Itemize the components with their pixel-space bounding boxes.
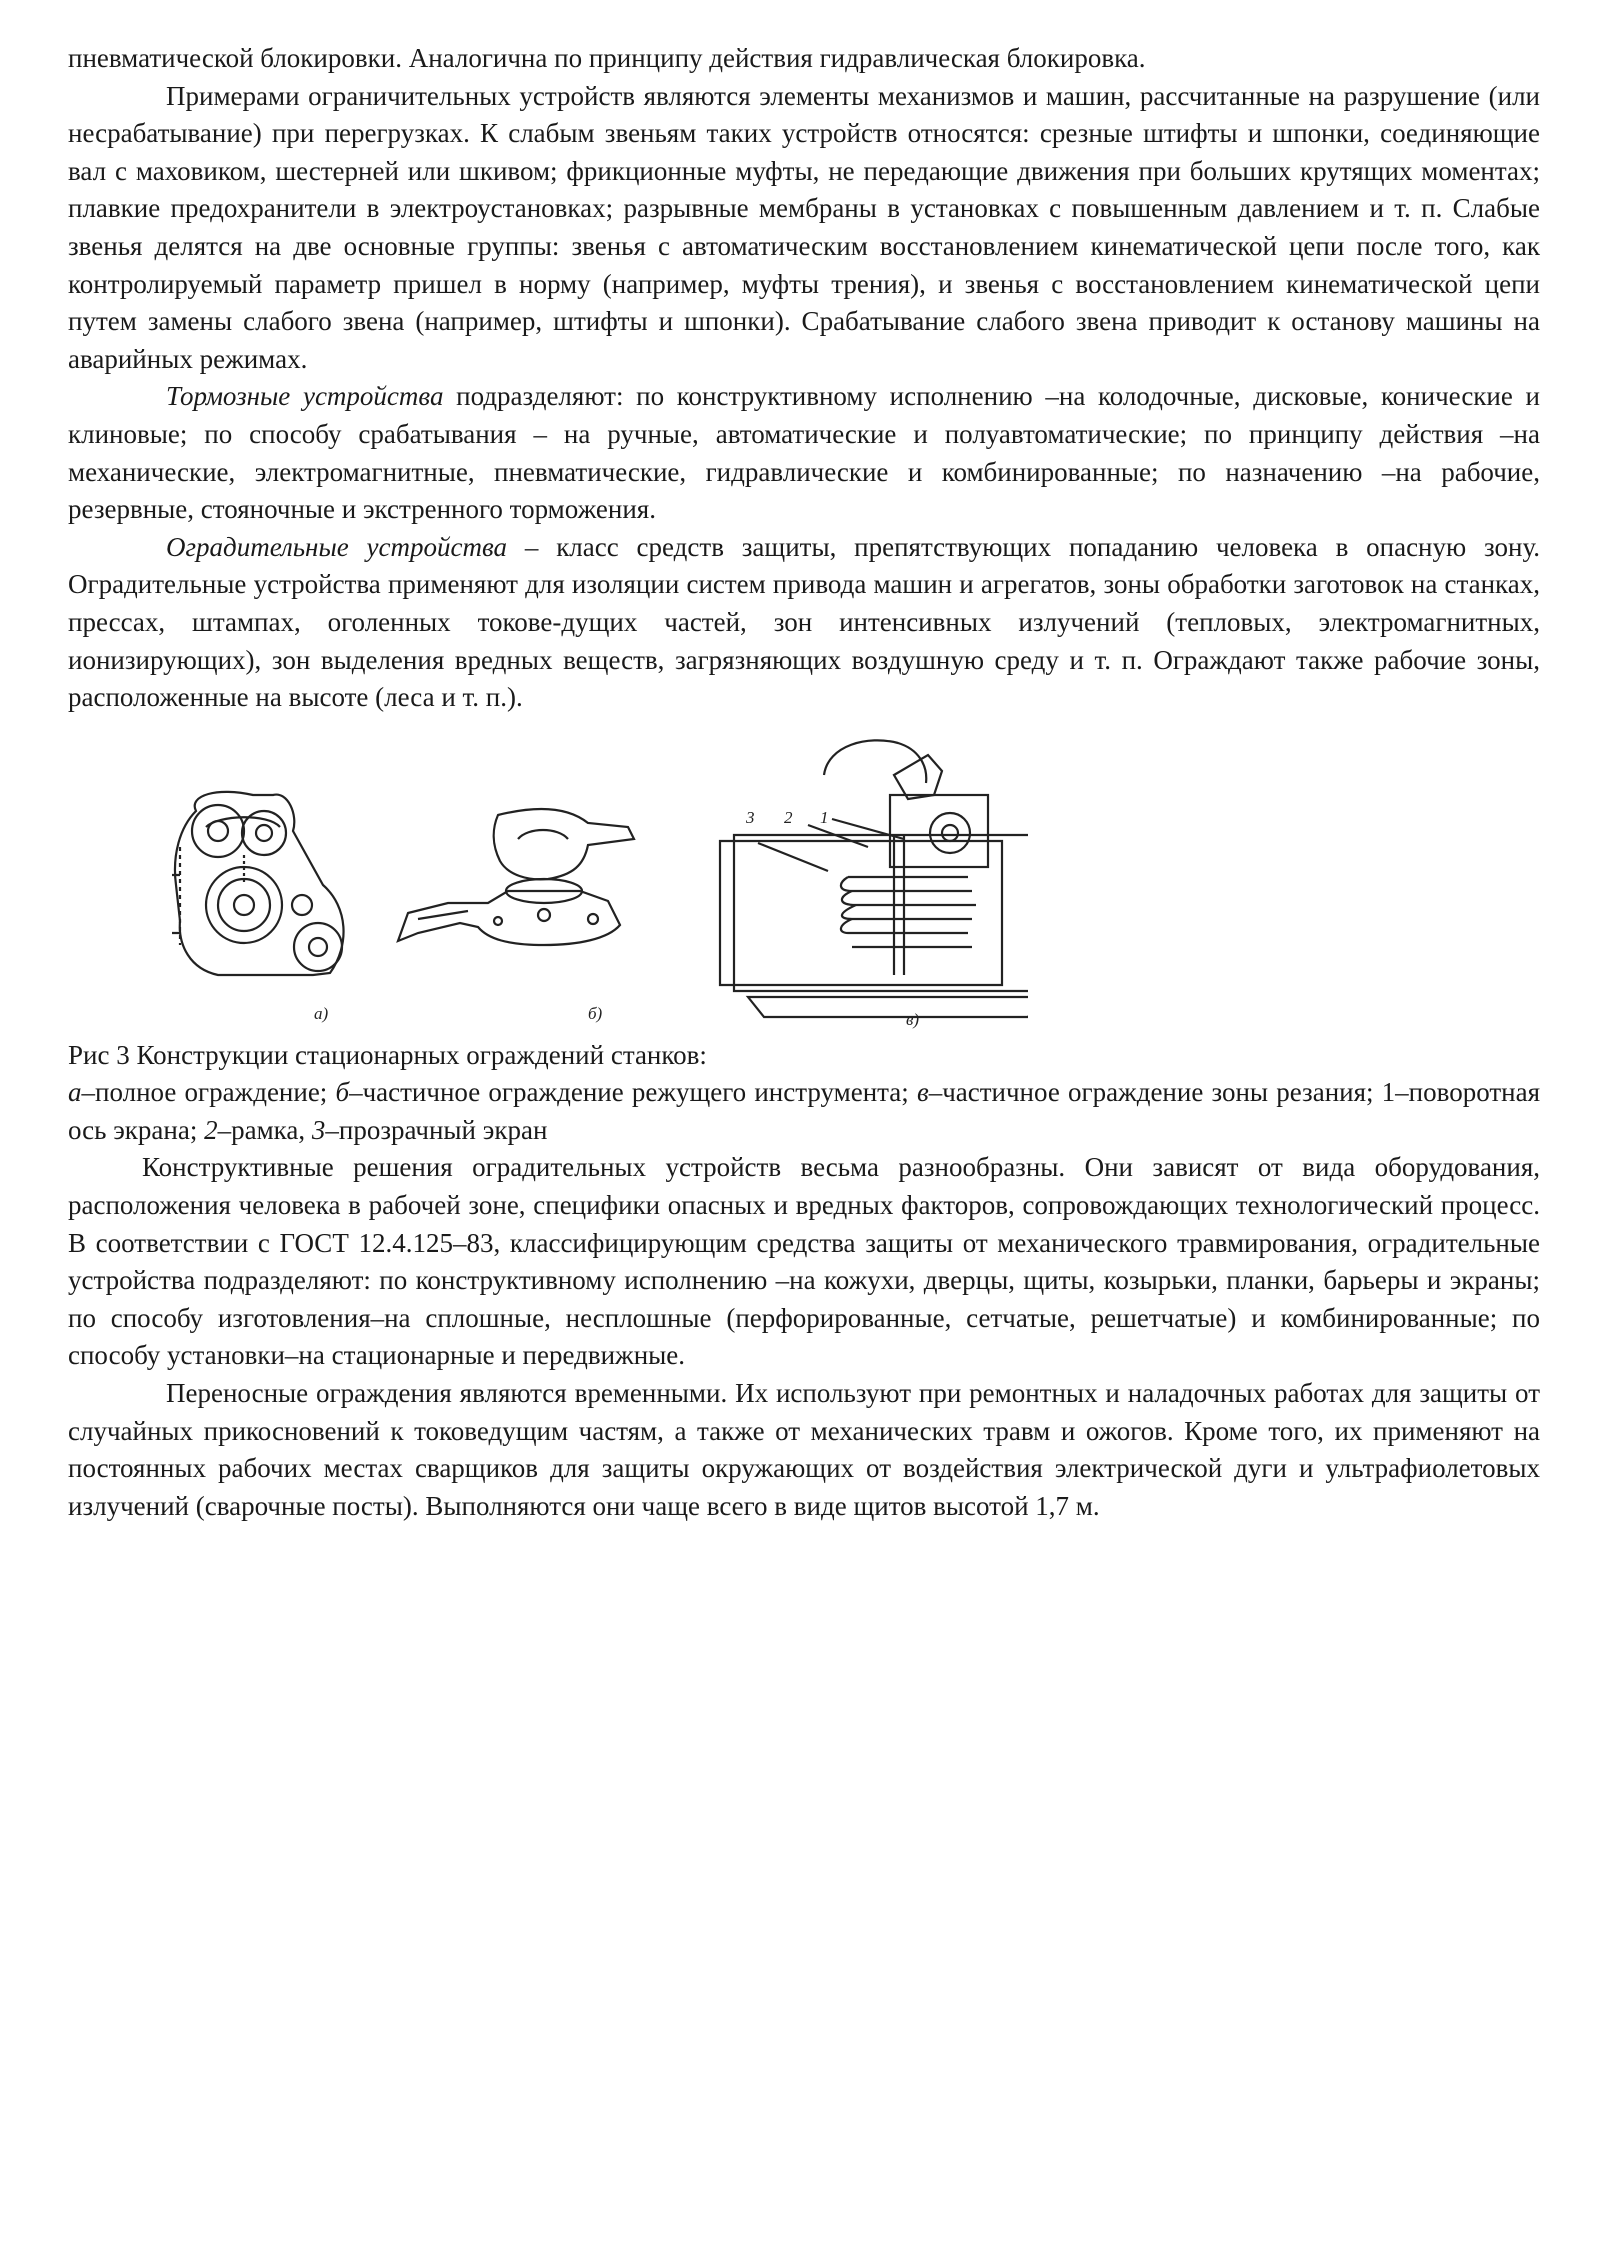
figure-label-a: а) <box>314 1003 329 1023</box>
paragraph-portable-guards: Переносные ограждения являются временными. Их используют при ремонтных и наладочных работах для защиты от случайных прикосновений к токоведущим частям, а также от механических травм и ожогов. Кроме того, их применяют на постоянных рабочих местах сварщиков для защиты окружающих от воздействия электрической дуги и ультрафиолетовых излучений (сварочные посты). Выполняются они чаще всего в виде щитов высотой 1,7 м. <box>68 1378 1540 1521</box>
paragraph-brake-devices <box>68 378 1540 528</box>
caption-text-2: –рамка, <box>217 1114 312 1145</box>
figure-caption-title: Рис 3 Конструкции стационарных ограждений станков: <box>68 1039 707 1070</box>
caption-number-2: 2 <box>204 1114 218 1145</box>
figure-label-b: б) <box>588 1003 603 1023</box>
caption-letter-a: а <box>68 1077 82 1108</box>
figure-callout-2: 2 <box>784 807 793 827</box>
term-brake-devices: Тормозные устройства <box>166 381 444 412</box>
caption-text-a: –полное ограждение; <box>81 1077 336 1108</box>
caption-number-3: 3 <box>311 1114 326 1145</box>
paragraph-brake-body: подразделяют: по конструктивному исполнению –на колодочные, дисковые, конические и клиновые; по способу срабатывания – на ручные, автоматические и полуавтоматические; по принципу действия –на механические, электромагнитные, пневматические, гидравлические и комбинированные; по назначению –на рабочие, резервные, стояночные и экстренного торможения. <box>68 381 1540 525</box>
paragraph-guard-body: – класс средств защиты, препятствующих попаданию человека в опасную зону. Оградительные устройства применяют для изоляции систем привода машин и агрегатов, зоны обработки заготовок на станках, прессах, штампах, оголенных токове-дущих частей, зон интенсивных излучений (тепловых, электромагнитных, ионизирующих), зон выделения вредных веществ, загрязняющих воздушную среду и т. п. Ограждают также рабочие зоны, расположенные на высоте (леса и т. п.). <box>68 531 1541 713</box>
figure-caption-legend <box>68 1074 1540 1149</box>
figure-machine-guards <box>68 735 1540 1037</box>
drawing-a-full-guard <box>172 792 344 975</box>
drawing-b-tool-guard <box>398 809 634 945</box>
figure-callout-3: 3 <box>746 807 755 827</box>
paragraph-blocking: пневматической блокировки. Аналогична по принципу действия гидравлическая блокировка. <box>68 43 1146 73</box>
caption-letter-b: б <box>335 1077 350 1108</box>
paragraph-design-solutions: Конструктивные решения оградительных устройств весьма разнообразны. Они зависят от вида оборудования, расположения человека в рабочей зоне, специфики опасных и вредных факторов, сопровождающих технологический процесс. В соответствии с ГОСТ 12.4.125–83, классифицирующим средства защиты от механического травмирования, оградительные устройства подразделяют: по конструктивному исполнению –на кожухи, дверцы, щиты, козырьки, планки, барьеры и экраны; по способу изготовления–на сплошные, несплошные (перфорированные, сетчатые, решетчатые) и комбинированные; по способу установки–на стационарные и передвижные. <box>68 1152 1540 1371</box>
drawing-v-cutting-zone-guard <box>720 740 1028 1017</box>
paragraph-guard-devices <box>68 529 1540 717</box>
caption-letter-v: в <box>916 1077 929 1108</box>
caption-text-b: –частичное ограждение режущего инструмента; <box>349 1077 917 1108</box>
caption-text-v: –частичное ограждение зоны резания; 1–поворотная ось экрана; <box>68 1077 1540 1145</box>
paragraph-limiting-devices: Примерами ограничительных устройств являются элементы механизмов и машин, рассчитанные на разрушение (или несрабатывание) при перегрузках. К слабым звеньям таких устройств относятся: срезные штифты и шпонки, соединяющие вал с маховиком, шестерней или шкивом; фрикционные муфты, не передающие движения при больших крутящих моментах; плавкие предохранители в электроустановках; разрывные мембраны в установках с повышенным давлением и т. п. Слабые звенья делятся на две основные группы: звенья с автоматическим восстановлением кинематической цепи после того, как контролируемый параметр пришел в норму (например, муфты трения), и звенья с восстановлением кинематической цепи путем замены слабого звена (например, штифты и шпонки). Срабатывание слабого звена приводит к останову машины на аварийных режимах. <box>68 80 1540 374</box>
document-page <box>68 40 1540 1525</box>
figure-callout-1: 1 <box>820 807 829 827</box>
caption-text-3: –прозрачный экран <box>325 1114 548 1145</box>
figure-drawing <box>68 735 1028 1037</box>
figure-label-v: в) <box>906 1009 920 1029</box>
term-guard-devices: Оградительные устройства <box>166 531 508 562</box>
